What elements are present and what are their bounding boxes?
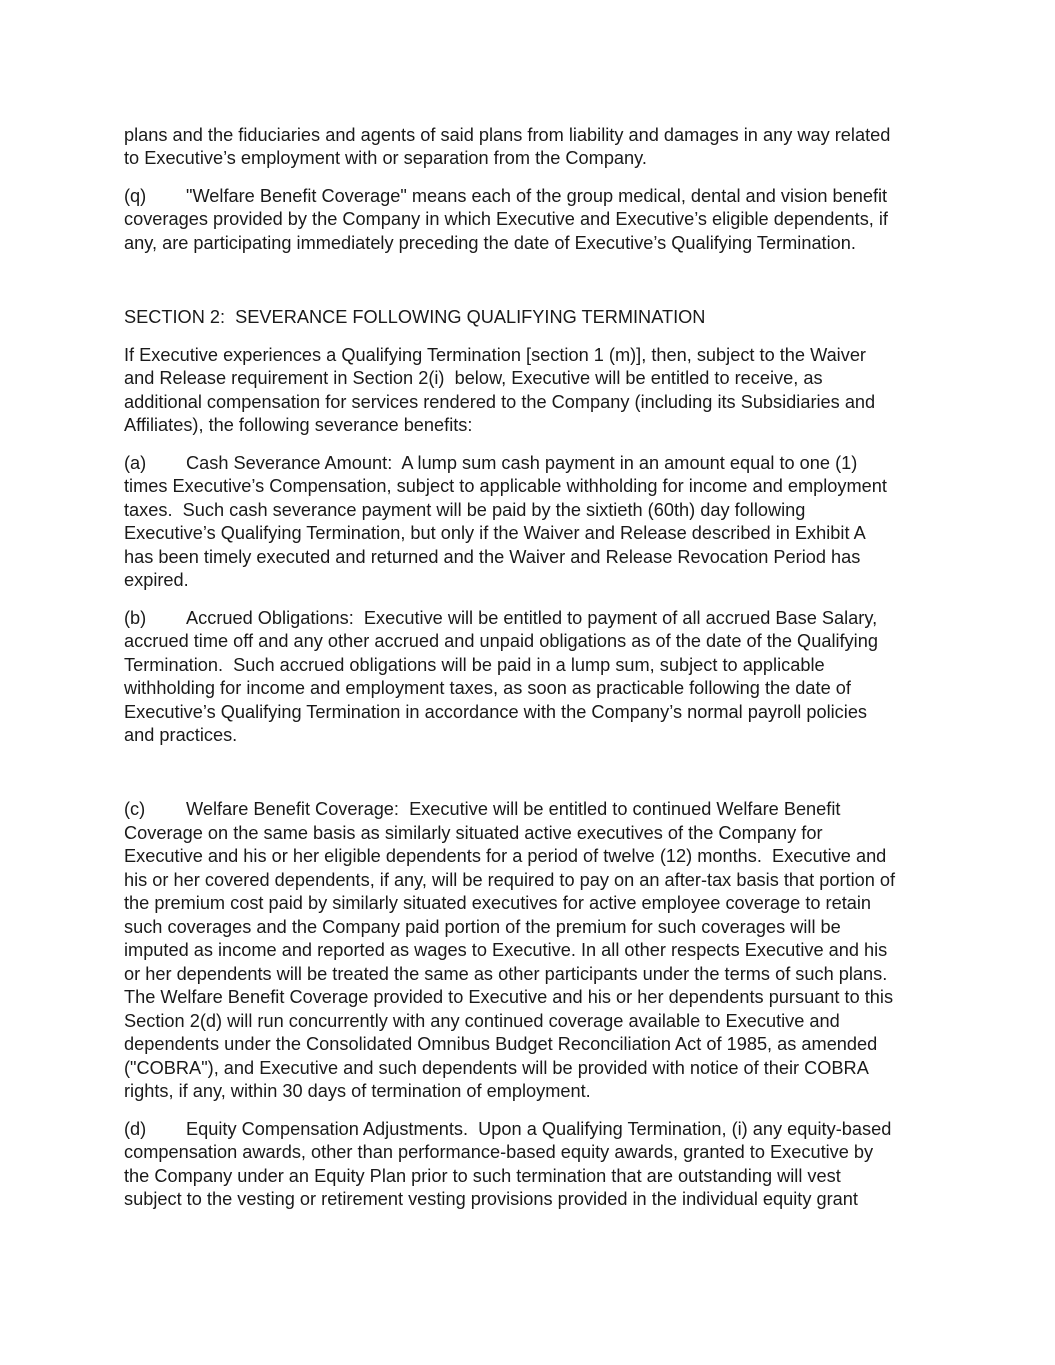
text-line: any, are participating immediately preceding the date of Executive’s Qualifying Termination. xyxy=(124,233,856,253)
text-line xyxy=(124,607,877,631)
text-line-content: Accrued Obligations: Executive will be entitled to payment of all accrued Base Salary, xyxy=(186,608,878,628)
text-line: The Welfare Benefit Coverage provided to Executive and his or her dependents pursuant to this xyxy=(124,987,894,1007)
text-line: or her dependents will be treated the same as other participants under the terms of such plans. xyxy=(124,964,888,984)
text-line: plans and the fiduciaries and agents of said plans from liability and damages in any way related xyxy=(124,125,891,145)
text-line: times Executive’s Compensation, subject to applicable withholding for income and employment xyxy=(124,476,887,496)
text-line: compensation awards, other than performance-based equity awards, granted to Executive by xyxy=(124,1142,874,1162)
text-line: Coverage on the same basis as similarly situated active executives of the Company for xyxy=(124,823,823,843)
text-line: taxes. Such cash severance payment will be paid by the sixtieth (60th) day following xyxy=(124,500,806,520)
text-line: has been timely executed and returned and the Waiver and Release Revocation Period has xyxy=(124,547,861,567)
paragraph-label: (d) xyxy=(124,1119,147,1139)
text-line: Termination. Such accrued obligations will be paid in a lump sum, subject to applicable xyxy=(124,655,825,675)
text-line: and Release requirement in Section 2(i) below, Executive will be entitled to receive, as xyxy=(124,368,823,388)
text-line: the Company under an Equity Plan prior to such termination that are outstanding will vest xyxy=(124,1166,841,1186)
text-line-content: Welfare Benefit Coverage: Executive will be entitled to continued Welfare Benefit xyxy=(186,799,841,819)
text-line: to Executive’s employment with or separation from the Company. xyxy=(124,148,647,168)
paragraph-label: (c) xyxy=(124,799,146,819)
paragraph-label: (a) xyxy=(124,453,147,473)
text-line xyxy=(124,452,857,476)
text-line: Executive’s Qualifying Termination in accordance with the Company’s normal payroll policies xyxy=(124,702,868,722)
text-line: subject to the vesting or retirement vesting provisions provided in the individual equity grant xyxy=(124,1189,858,1209)
text-line xyxy=(124,798,840,822)
text-line: Affiliates), the following severance benefits: xyxy=(124,415,473,435)
section-heading: SECTION 2: SEVERANCE FOLLOWING QUALIFYING TERMINATION xyxy=(124,307,706,327)
text-line: and practices. xyxy=(124,725,238,745)
text-line: his or her covered dependents, if any, will be required to pay on an after-tax basis that portion of xyxy=(124,870,896,890)
text-line: accrued time off and any other accrued and unpaid obligations as of the date of the Qualifying xyxy=(124,631,878,651)
text-line: the premium cost paid by similarly situated executives for active employee coverage to retain xyxy=(124,893,872,913)
text-line-content: Cash Severance Amount: A lump sum cash payment in an amount equal to one (1) xyxy=(186,453,858,473)
text-line-content: "Welfare Benefit Coverage" means each of the group medical, dental and vision benefit xyxy=(186,186,888,206)
text-line: Executive’s Qualifying Termination, but only if the Waiver and Release described in Exhibit A xyxy=(124,523,866,543)
paragraph-label: (b) xyxy=(124,608,147,628)
text-line: Section 2(d) will run concurrently with any continued coverage available to Executive and xyxy=(124,1011,840,1031)
text-line: imputed as income and reported as wages to Executive. In all other respects Executive and his xyxy=(124,940,888,960)
text-line: Executive and his or her eligible dependents for a period of twelve (12) months. Executive and xyxy=(124,846,887,866)
text-line: rights, if any, within 30 days of termination of employment. xyxy=(124,1081,591,1101)
text-line: coverages provided by the Company in which Executive and Executive’s eligible dependents, if xyxy=(124,209,888,229)
text-line: such coverages and the Company paid portion of the premium for such coverages will be xyxy=(124,917,841,937)
text-line xyxy=(124,1118,891,1142)
paragraph-label: (q) xyxy=(124,186,147,206)
text-line: dependents under the Consolidated Omnibus Budget Reconciliation Act of 1985, as amended xyxy=(124,1034,878,1054)
text-line xyxy=(124,185,887,209)
text-line: expired. xyxy=(124,570,189,590)
text-line: ("COBRA"), and Executive and such dependents will be provided with notice of their COBRA xyxy=(124,1058,869,1078)
text-line: withholding for income and employment taxes, as soon as practicable following the date of xyxy=(124,678,851,698)
text-line-content: Equity Compensation Adjustments. Upon a Qualifying Termination, (i) any equity-based xyxy=(186,1119,892,1139)
text-line: If Executive experiences a Qualifying Termination [section 1 (m)], then, subject to the Waiver xyxy=(124,345,866,365)
text-line: additional compensation for services rendered to the Company (including its Subsidiaries and xyxy=(124,392,876,412)
